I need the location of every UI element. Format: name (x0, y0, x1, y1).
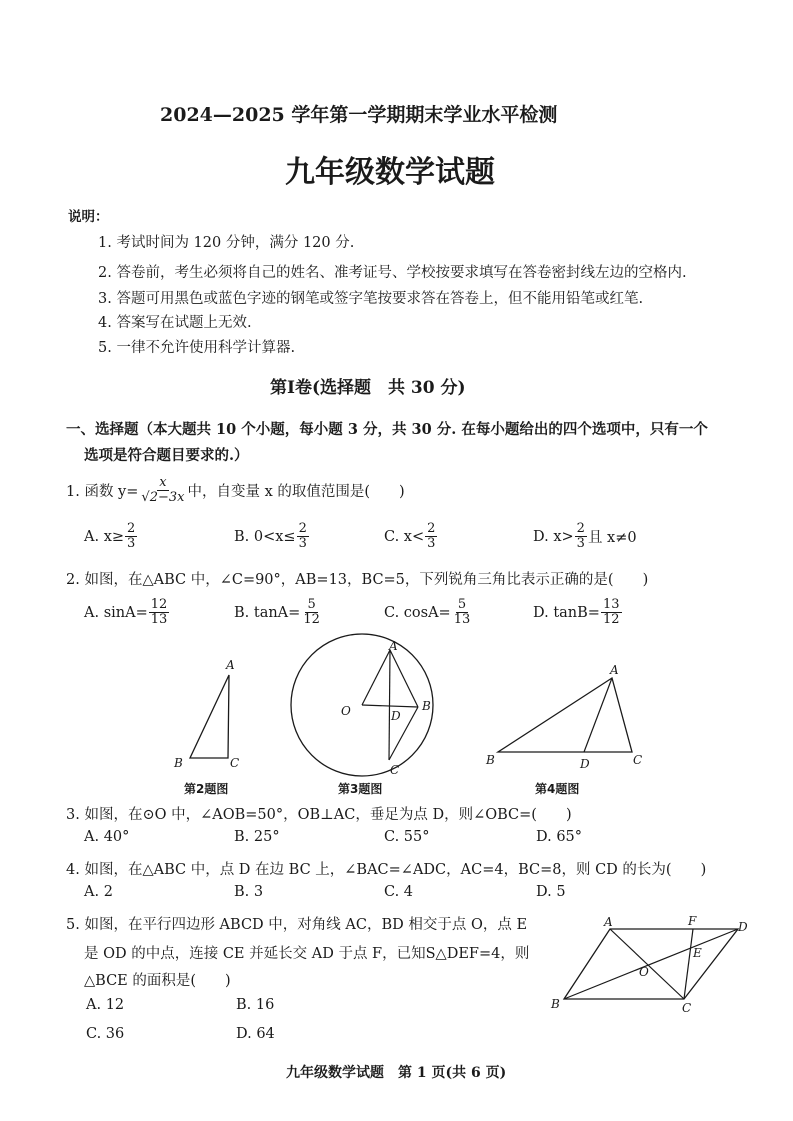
q3-option-c: C. 55° (384, 829, 430, 845)
q1-option-a (84, 522, 138, 551)
q5-option-b: B. 16 (236, 997, 275, 1013)
option-text: 且 x≠0 (587, 530, 637, 546)
fig5-label-b: B (551, 997, 560, 1011)
fig2-label-c: C (230, 756, 240, 770)
page-footer: 九年级数学试题 第 1 页(共 6 页) (286, 1065, 507, 1081)
fig3-label-d: D (391, 709, 401, 723)
fig5-label-e: E (693, 946, 702, 960)
fig5-label-a: A (604, 915, 613, 929)
note-item: 5. 一律不允许使用科学计算器. (98, 340, 296, 356)
note-item: 4. 答案写在试题上无效. (98, 315, 252, 331)
q5-option-c: C. 36 (86, 1026, 125, 1042)
q1-option-d (533, 522, 637, 551)
subject-title: 九年级数学试题 (285, 155, 495, 190)
question-5-stem: △BCE 的面积是( ) (84, 973, 231, 989)
frac-num: 5 (457, 597, 467, 612)
question-3-stem: 3. 如图，在⊙O 中，∠AOB=50°，OB⊥AC，垂足为点 D，则∠OBC=( ) (66, 807, 572, 823)
fig5-label-f: F (688, 914, 697, 928)
figure-3-circle (285, 632, 445, 782)
figure-3-caption: 第3题图 (338, 782, 383, 796)
fig3-label-a: A (389, 639, 398, 653)
q4-option-a: A. 2 (84, 884, 113, 900)
frac-num: 2 (127, 521, 136, 536)
option-text: A. x≥ (84, 528, 125, 545)
q4-option-b: B. 3 (234, 884, 264, 900)
fig4-label-a: A (610, 663, 619, 677)
fig2-label-b: B (174, 756, 183, 770)
frac-den: 12 (303, 612, 320, 627)
section-instruction: 一、选择题（本大题共 10 个小题，每小题 3 分，共 30 分. 在每小题给出的四个选项中，只有一个 (66, 421, 708, 438)
fig4-label-b: B (486, 753, 495, 767)
note-item: 2. 答卷前，考生必须将自己的姓名、准考证号、学校按要求填写在答卷密封线左边的空格内. (98, 265, 687, 281)
option-text: C. cosA= (384, 604, 451, 621)
notes-label: 说明： (68, 209, 109, 225)
option-text: D. x> (533, 528, 574, 545)
question-1-stem (66, 476, 405, 505)
section-instruction: 选项是符合题目要求的.） (84, 447, 249, 464)
frac-den: 3 (298, 536, 307, 551)
option-fraction (149, 598, 170, 627)
fig5-label-d: D (738, 920, 748, 934)
question-4-stem: 4. 如图，在△ABC 中，点 D 在边 BC 上，∠BAC=∠ADC，AC=4，BC=8，则 CD 的长为( ) (66, 862, 707, 878)
figure-4-caption: 第4题图 (535, 782, 580, 796)
option-text: B. tanA= (234, 604, 301, 621)
frac-den: 3 (576, 536, 585, 551)
question-5-stem: 5. 如图，在平行四边形 ABCD 中，对角线 AC，BD 相交于点 O，点 E (66, 917, 528, 933)
q3-option-a: A. 40° (84, 829, 130, 845)
option-fraction (425, 522, 437, 551)
q2-option-b (234, 598, 323, 627)
figure-2-caption: 第2题图 (184, 782, 229, 796)
note-item: 3. 答题可用黑色或蓝色字迹的钢笔或签字笔按要求答在答卷上，但不能用铅笔或红笔. (98, 291, 644, 307)
frac-den: 13 (453, 612, 471, 627)
option-text: D. tanB= (533, 604, 600, 621)
figure-5-parallelogram (548, 912, 758, 1017)
frac-num: 2 (298, 521, 307, 536)
option-fraction (125, 522, 137, 551)
section-title: 第Ⅰ卷(选择题 共 30 分) (270, 378, 466, 398)
frac-num: 2 (427, 521, 436, 536)
q1-fraction (139, 476, 186, 505)
exam-title: 2024—2025 学年第一学期期末学业水平检测 (160, 104, 558, 126)
q3-option-d: D. 65° (536, 829, 583, 845)
question-2-stem: 2. 如图，在△ABC 中，∠C=90°，AB=13，BC=5，下列锐角三角比表示正确的是( ) (66, 572, 649, 588)
note-item: 1. 考试时间为 120 分钟，满分 120 分. (98, 235, 355, 251)
q3-option-b: B. 25° (234, 829, 280, 845)
fig3-label-b: B (422, 699, 431, 713)
q5-option-a: A. 12 (86, 997, 125, 1013)
q2-option-c (384, 598, 473, 627)
fig4-label-d: D (580, 757, 590, 771)
option-text: A. sinA= (84, 604, 148, 621)
fig2-label-a: A (226, 658, 235, 672)
q1-option-c (384, 522, 438, 551)
q1-option-b (234, 522, 310, 551)
frac-num: 2 (576, 521, 585, 536)
fig3-label-o: O (341, 704, 351, 718)
option-fraction (301, 598, 322, 627)
q1-suffix: 中，自变量 x 的取值范围是( ) (187, 484, 405, 500)
frac-num: 5 (307, 597, 316, 612)
frac-den: 13 (150, 612, 168, 627)
figure-4-triangle (480, 660, 660, 775)
option-text: B. 0<x≤ (234, 528, 296, 545)
q1-frac-num: x (159, 475, 167, 490)
option-fraction (575, 522, 587, 551)
option-fraction (297, 522, 309, 551)
frac-num: 12 (150, 597, 168, 612)
fig4-label-c: C (633, 753, 643, 767)
frac-den: 3 (127, 536, 136, 551)
q1-prefix: 1. 函数 y= (66, 484, 139, 500)
frac-num: 13 (602, 597, 620, 612)
option-fraction (601, 598, 622, 627)
q5-option-d: D. 64 (236, 1026, 275, 1042)
frac-den: 3 (427, 536, 436, 551)
q2-option-a (84, 598, 170, 627)
q4-option-d: D. 5 (536, 884, 566, 900)
option-fraction (452, 598, 473, 627)
q1-frac-den: √2−3x (141, 490, 185, 505)
fig5-label-c: C (682, 1001, 692, 1015)
figure-2-triangle (168, 655, 248, 770)
fig3-label-c: C (390, 763, 400, 777)
fig5-label-o: O (639, 965, 649, 979)
q2-option-d (533, 598, 623, 627)
frac-den: 12 (602, 612, 620, 627)
option-text: C. x< (384, 528, 425, 545)
q4-option-c: C. 4 (384, 884, 414, 900)
question-5-stem: 是 OD 的中点，连接 CE 并延长交 AD 于点 F，已知S△DEF=4，则 (84, 946, 530, 962)
